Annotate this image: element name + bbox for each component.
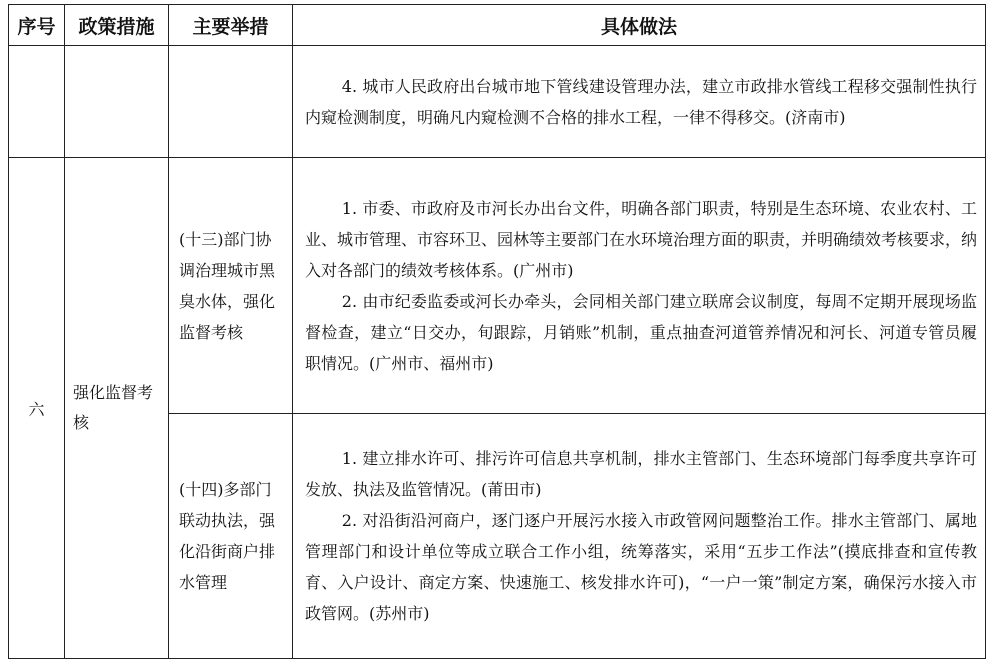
header-row — [9, 5, 986, 46]
policy-cell: 强化监督考核 — [65, 158, 169, 659]
seq-cell: 六 — [9, 158, 65, 659]
cell-empty-main — [169, 46, 293, 158]
header-detail: 具体做法 — [293, 5, 986, 46]
cell-empty-seq — [9, 46, 65, 158]
detail-cell-prev — [293, 46, 986, 158]
header-main: 主要举措 — [169, 5, 293, 46]
cell-empty-policy — [65, 46, 169, 158]
detail-text: 2. 对沿街沿河商户，逐门逐户开展污水接入市政管网问题整治工作。排水主管部门、属地管理部门和设计单位等成立联合工作小组，统筹落实，采用“五步工作法”(摸底排查和宣传教育、入户设计、商定方案、快速施工、核发排水许可)，“一户一策”制定方案，确保污水接入市政管网。(苏州市) — [305, 511, 977, 623]
detail-text: 2. 由市纪委监委或河长办牵头，会同相关部门建立联席会议制度，每周不定期开展现场监督检查，建立“日交办，旬跟踪，月销账”机制，重点抽查河道管养情况和河长、河道专管员履职情况。(广州市、福州市) — [305, 291, 977, 373]
measure-cell-13: (十三)部门协调治理城市黑臭水体，强化监督考核 — [169, 158, 293, 414]
detail-text: 1. 建立排水许可、排污许可信息共享机制，排水主管部门、生态环境部门每季度共享许可发放、执法及监管情况。(莆田市) — [305, 449, 977, 499]
table-row-prev — [9, 46, 986, 158]
detail-cell-14 — [293, 414, 986, 659]
header-seq: 序号 — [9, 5, 65, 46]
table-row-13 — [9, 158, 986, 414]
detail-cell-13 — [293, 158, 986, 414]
measure-cell-14: (十四)多部门联动执法，强化沿街商户排水管理 — [169, 414, 293, 659]
detail-text: 1. 市委、市政府及市河长办出台文件，明确各部门职责，特别是生态环境、农业农村、工业、城市管理、市容环卫、园林等主要部门在水环境治理方面的职责，并明确绩效考核要求，纳入对各部门的绩效考核体系。(广州市) — [305, 198, 978, 280]
header-policy: 政策措施 — [65, 5, 169, 46]
policy-table — [8, 4, 986, 659]
detail-text: 4. 城市人民政府出台城市地下管线建设管理办法，建立市政排水管线工程移交强制性执行内窥检测制度，明确凡内窥检测不合格的排水工程，一律不得移交。(济南市) — [305, 76, 977, 127]
